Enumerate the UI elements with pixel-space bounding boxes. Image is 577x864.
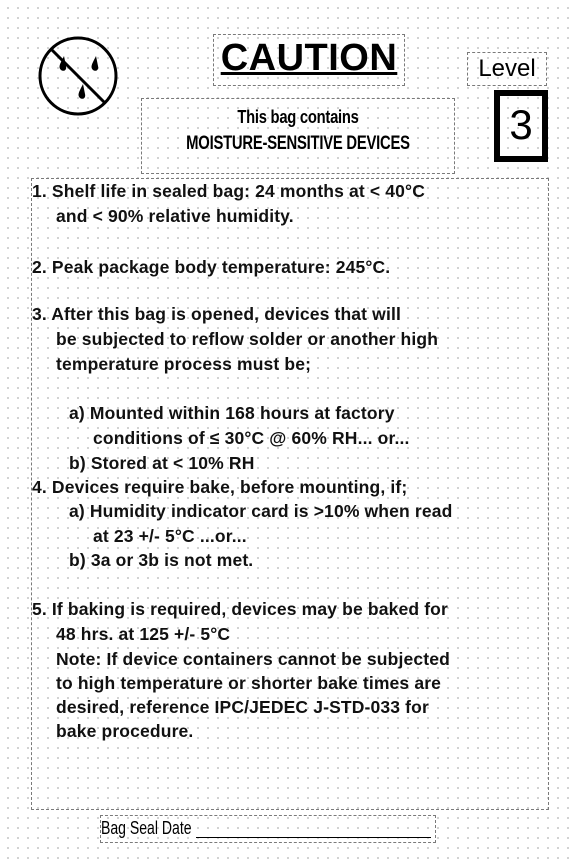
moisture-notice xyxy=(141,98,455,174)
instruction-line: b) Stored at < 10% RH xyxy=(69,453,255,473)
instruction-line: temperature process must be; xyxy=(56,354,312,374)
notice-line-1: This bag contains xyxy=(237,107,359,127)
instruction-line: to high temperature or shorter bake times are xyxy=(56,673,442,693)
instruction-line: bake procedure. xyxy=(56,721,194,741)
instruction-line: a) Mounted within 168 hours at factory xyxy=(69,403,395,423)
instruction-line: 5. If baking is required, devices may be baked for xyxy=(32,599,448,619)
no-moisture-icon xyxy=(36,34,120,118)
instruction-line: 2. Peak package body temperature: 245°C. xyxy=(32,257,391,277)
notice-line-2: MOISTURE-SENSITIVE DEVICES xyxy=(186,133,410,154)
instruction-line: conditions of ≤ 30°C @ 60% RH... or... xyxy=(93,428,410,448)
instruction-line: 4. Devices require bake, before mounting, if; xyxy=(32,477,408,497)
instruction-line: 48 hrs. at 125 +/- 5°C xyxy=(56,624,231,644)
instructions-panel xyxy=(31,178,549,810)
level-value: 3 xyxy=(509,101,533,148)
instruction-line: 3. After this bag is opened, devices that will xyxy=(32,304,401,324)
seal-date-label: Bag Seal Date xyxy=(101,818,192,838)
instruction-line: Note: If device containers cannot be subjected xyxy=(56,649,450,669)
seal-date-line xyxy=(196,837,431,838)
instruction-line: desired, reference IPC/JEDEC J-STD-033 for xyxy=(56,697,429,717)
instruction-line: and < 90% relative humidity. xyxy=(56,206,294,226)
bag-seal-date-field[interactable] xyxy=(100,815,436,843)
instruction-line: b) 3a or 3b is not met. xyxy=(69,550,254,570)
level-label: Level xyxy=(467,52,547,86)
instruction-line: a) Humidity indicator card is >10% when read xyxy=(69,501,453,521)
caution-title: CAUTION xyxy=(213,34,405,86)
instruction-line: at 23 +/- 5°C ...or... xyxy=(93,526,247,546)
level-value-box xyxy=(494,90,548,162)
instruction-line: be subjected to reflow solder or another high xyxy=(56,329,439,349)
instruction-line: 1. Shelf life in sealed bag: 24 months at < 40°C xyxy=(32,181,425,201)
